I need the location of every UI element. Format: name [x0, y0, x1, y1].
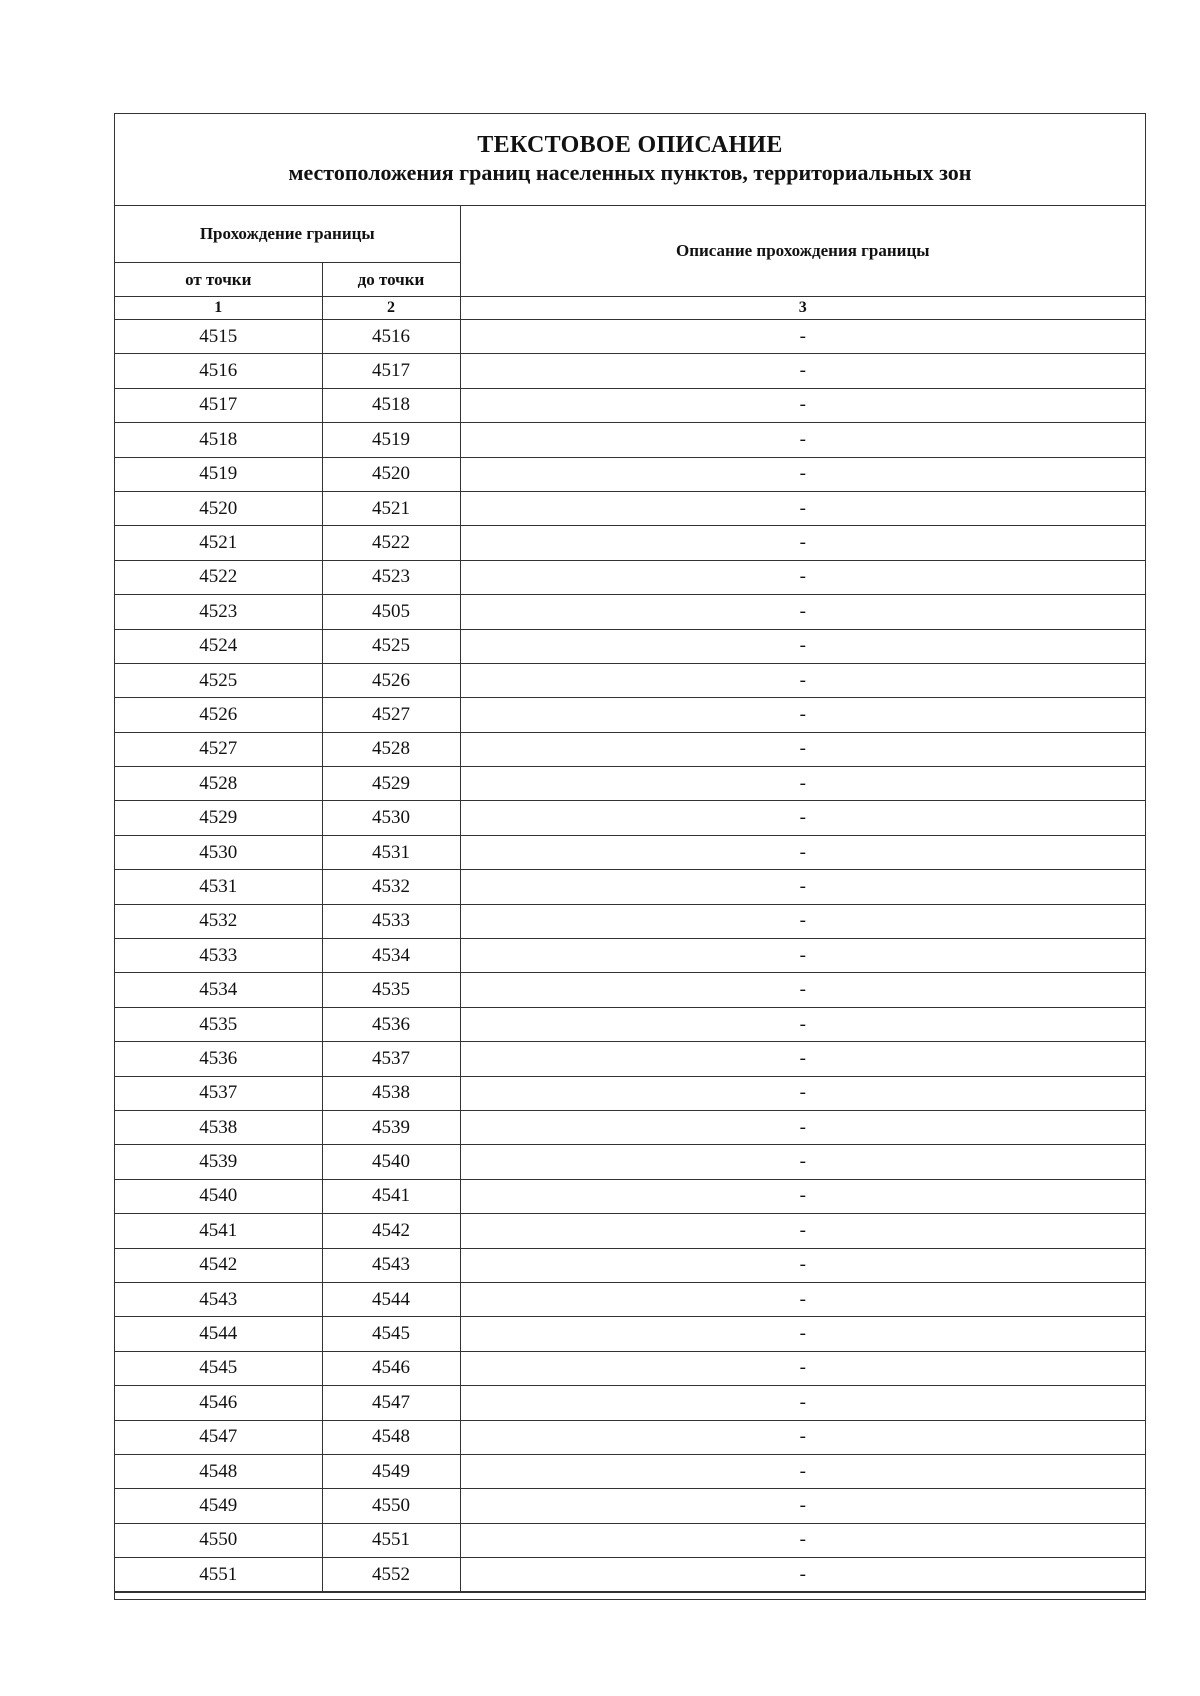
description-cell: -	[460, 1489, 1145, 1523]
table-row	[115, 491, 1145, 525]
table-row	[115, 1420, 1145, 1454]
description-cell: -	[460, 801, 1145, 835]
description-cell: -	[460, 732, 1145, 766]
table-row	[115, 1282, 1145, 1316]
from-point-cell: 4529	[115, 801, 322, 835]
description-cell: -	[460, 1523, 1145, 1557]
from-point-cell: 4522	[115, 560, 322, 594]
to-point-cell: 4534	[322, 939, 460, 973]
to-point-cell: 4537	[322, 1042, 460, 1076]
from-point-cell: 4539	[115, 1145, 322, 1179]
description-cell: -	[460, 1145, 1145, 1179]
from-point-cell: 4550	[115, 1523, 322, 1557]
table-row	[115, 388, 1145, 422]
from-point-cell: 4528	[115, 767, 322, 801]
to-point-cell: 4547	[322, 1386, 460, 1420]
table-row	[115, 973, 1145, 1007]
to-point-cell: 4546	[322, 1351, 460, 1385]
header-description: Описание прохождения границы	[460, 206, 1145, 297]
description-cell: -	[460, 423, 1145, 457]
to-point-cell: 4521	[322, 491, 460, 525]
from-point-cell: 4538	[115, 1110, 322, 1144]
from-point-cell: 4516	[115, 354, 322, 388]
description-cell: -	[460, 767, 1145, 801]
to-point-cell: 4552	[322, 1558, 460, 1592]
to-point-cell: 4528	[322, 732, 460, 766]
description-cell: -	[460, 457, 1145, 491]
to-point-cell: 4518	[322, 388, 460, 422]
from-point-cell: 4518	[115, 423, 322, 457]
to-point-cell: 4550	[322, 1489, 460, 1523]
description-cell: -	[460, 1558, 1145, 1592]
table-row	[115, 1042, 1145, 1076]
description-cell: -	[460, 1007, 1145, 1041]
from-point-cell: 4549	[115, 1489, 322, 1523]
to-point-cell: 4520	[322, 457, 460, 491]
description-cell: -	[460, 698, 1145, 732]
to-point-cell: 4532	[322, 870, 460, 904]
to-point-cell: 4538	[322, 1076, 460, 1110]
table-row	[115, 629, 1145, 663]
table-row	[115, 560, 1145, 594]
to-point-cell: 4542	[322, 1214, 460, 1248]
table-row	[115, 457, 1145, 491]
table-row	[115, 904, 1145, 938]
table-row	[115, 423, 1145, 457]
table-row	[115, 320, 1145, 354]
to-point-cell: 4527	[322, 698, 460, 732]
from-point-cell: 4534	[115, 973, 322, 1007]
description-cell: -	[460, 870, 1145, 904]
description-cell: -	[460, 939, 1145, 973]
to-point-cell: 4516	[322, 320, 460, 354]
from-point-cell: 4533	[115, 939, 322, 973]
to-point-cell: 4526	[322, 663, 460, 697]
from-point-cell: 4526	[115, 698, 322, 732]
from-point-cell: 4548	[115, 1454, 322, 1488]
description-cell: -	[460, 1317, 1145, 1351]
from-point-cell: 4519	[115, 457, 322, 491]
table-row	[115, 870, 1145, 904]
from-point-cell: 4517	[115, 388, 322, 422]
document-title: ТЕКСТОВОЕ ОПИСАНИЕ	[477, 132, 783, 158]
table-row	[115, 1076, 1145, 1110]
description-cell: -	[460, 835, 1145, 869]
description-cell: -	[460, 663, 1145, 697]
to-point-cell: 4540	[322, 1145, 460, 1179]
from-point-cell: 4532	[115, 904, 322, 938]
description-cell: -	[460, 904, 1145, 938]
table-row	[115, 767, 1145, 801]
column-number-2: 2	[322, 297, 460, 320]
description-cell: -	[460, 1042, 1145, 1076]
table-row	[115, 354, 1145, 388]
table-row	[115, 1145, 1145, 1179]
description-cell: -	[460, 354, 1145, 388]
to-point-cell: 4517	[322, 354, 460, 388]
from-point-cell: 4521	[115, 526, 322, 560]
description-cell: -	[460, 1282, 1145, 1316]
table-row	[115, 1110, 1145, 1144]
to-point-cell: 4541	[322, 1179, 460, 1213]
document-frame	[114, 113, 1146, 1600]
from-point-cell: 4537	[115, 1076, 322, 1110]
to-point-cell: 4543	[322, 1248, 460, 1282]
to-point-cell: 4531	[322, 835, 460, 869]
from-point-cell: 4531	[115, 870, 322, 904]
to-point-cell: 4533	[322, 904, 460, 938]
table-row	[115, 801, 1145, 835]
to-point-cell: 4530	[322, 801, 460, 835]
description-cell: -	[460, 320, 1145, 354]
to-point-cell: 4548	[322, 1420, 460, 1454]
from-point-cell: 4530	[115, 835, 322, 869]
table-row	[115, 526, 1145, 560]
document-subtitle: местоположения границ населенных пунктов, территориальных зон	[288, 160, 972, 185]
from-point-cell: 4525	[115, 663, 322, 697]
to-point-cell: 4545	[322, 1317, 460, 1351]
table-row	[115, 1454, 1145, 1488]
table-row	[115, 1489, 1145, 1523]
to-point-cell: 4544	[322, 1282, 460, 1316]
from-point-cell: 4527	[115, 732, 322, 766]
description-cell: -	[460, 1110, 1145, 1144]
description-cell: -	[460, 1076, 1145, 1110]
header-from-point: от точки	[115, 263, 322, 297]
from-point-cell: 4535	[115, 1007, 322, 1041]
to-point-cell: 4549	[322, 1454, 460, 1488]
table-row	[115, 698, 1145, 732]
description-cell: -	[460, 491, 1145, 525]
description-cell: -	[460, 1454, 1145, 1488]
to-point-cell: 4539	[322, 1110, 460, 1144]
table-row	[115, 1214, 1145, 1248]
title-block	[115, 114, 1145, 206]
description-cell: -	[460, 629, 1145, 663]
to-point-cell: 4525	[322, 629, 460, 663]
table-row	[115, 1317, 1145, 1351]
to-point-cell: 4551	[322, 1523, 460, 1557]
from-point-cell: 4543	[115, 1282, 322, 1316]
from-point-cell: 4515	[115, 320, 322, 354]
description-cell: -	[460, 1386, 1145, 1420]
description-cell: -	[460, 1214, 1145, 1248]
column-number-1: 1	[115, 297, 322, 320]
description-cell: -	[460, 973, 1145, 1007]
description-cell: -	[460, 388, 1145, 422]
table-row	[115, 1523, 1145, 1557]
from-point-cell: 4524	[115, 629, 322, 663]
from-point-cell: 4520	[115, 491, 322, 525]
description-cell: -	[460, 595, 1145, 629]
table-row	[115, 1248, 1145, 1282]
description-cell: -	[460, 526, 1145, 560]
table-row	[115, 663, 1145, 697]
table-row	[115, 939, 1145, 973]
table-row	[115, 595, 1145, 629]
description-cell: -	[460, 1420, 1145, 1454]
header-boundary-passage: Прохождение границы	[115, 206, 460, 263]
description-cell: -	[460, 1248, 1145, 1282]
from-point-cell: 4551	[115, 1558, 322, 1592]
table-row	[115, 1007, 1145, 1041]
description-cell: -	[460, 1179, 1145, 1213]
description-cell: -	[460, 1351, 1145, 1385]
header-to-point: до точки	[322, 263, 460, 297]
from-point-cell: 4523	[115, 595, 322, 629]
table-row	[115, 732, 1145, 766]
table-row	[115, 835, 1145, 869]
table-row	[115, 1386, 1145, 1420]
description-cell: -	[460, 560, 1145, 594]
table-row	[115, 1351, 1145, 1385]
to-point-cell: 4505	[322, 595, 460, 629]
from-point-cell: 4536	[115, 1042, 322, 1076]
from-point-cell: 4544	[115, 1317, 322, 1351]
from-point-cell: 4540	[115, 1179, 322, 1213]
to-point-cell: 4523	[322, 560, 460, 594]
from-point-cell: 4545	[115, 1351, 322, 1385]
from-point-cell: 4541	[115, 1214, 322, 1248]
table-row	[115, 1179, 1145, 1213]
to-point-cell: 4536	[322, 1007, 460, 1041]
from-point-cell: 4546	[115, 1386, 322, 1420]
from-point-cell: 4547	[115, 1420, 322, 1454]
column-number-3: 3	[460, 297, 1145, 320]
from-point-cell: 4542	[115, 1248, 322, 1282]
to-point-cell: 4535	[322, 973, 460, 1007]
table-row	[115, 1558, 1145, 1592]
to-point-cell: 4519	[322, 423, 460, 457]
to-point-cell: 4522	[322, 526, 460, 560]
boundary-table	[115, 206, 1145, 1592]
to-point-cell: 4529	[322, 767, 460, 801]
table-bottom-strip	[115, 1592, 1145, 1599]
